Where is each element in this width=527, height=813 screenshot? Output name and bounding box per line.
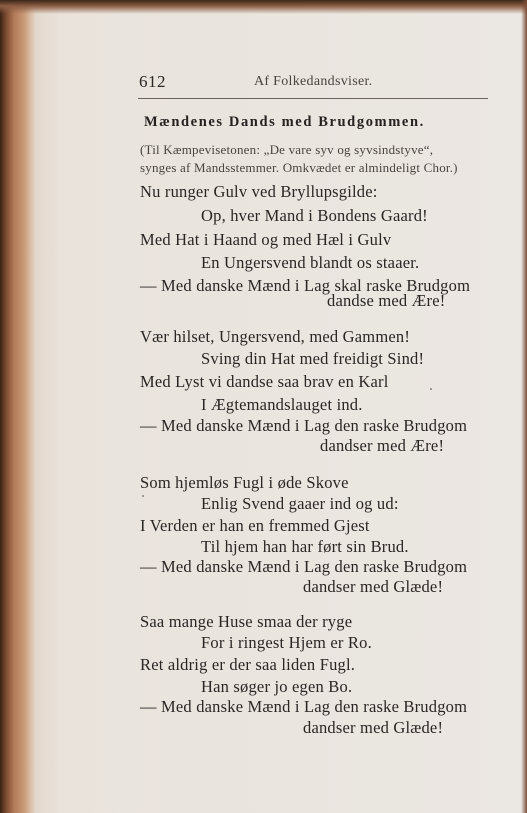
running-head: Af Folkedandsviser. <box>254 74 373 89</box>
page-header <box>136 72 488 94</box>
stanza-1-line-2: Op, hver Mand i Bondens Gaard! <box>201 206 428 225</box>
paper-speck <box>430 388 432 390</box>
stanza-1-line-4: En Ungersvend blandt os staaer. <box>201 253 420 272</box>
stanza-3-line-3: I Verden er han en fremmed Gjest <box>140 516 370 535</box>
page-number: 612 <box>139 72 166 91</box>
stanza-4-line-3: Ret aldrig er der saa liden Fugl. <box>140 655 356 674</box>
stanza-3-line-2: Enlig Svend gaaer ind og ud: <box>201 494 399 513</box>
stanza-1-line-3: Med Hat i Haand og med Hæl i Gulv <box>140 230 392 249</box>
stanza-1-refrain-end: dandse med Ære! <box>327 291 446 310</box>
stanza-2-line-1: Vær hilset, Ungersvend, med Gammen! <box>140 327 411 346</box>
stanza-3-line-1: Som hjemløs Fugl i øde Skove <box>140 473 349 492</box>
stanza-2-refrain-end: dandser med Ære! <box>320 436 445 455</box>
stanza-2-line-4: I Ægtemandslauget ind. <box>201 395 363 414</box>
stanza-4-refrain-end: dandser med Glæde! <box>303 718 444 737</box>
song-title: Mændenes Dands med Brudgommen. <box>144 114 425 130</box>
header-rule <box>138 98 488 99</box>
stanza-4-refrain: — Med danske Mænd i Lag den raske Brudgom <box>140 697 468 716</box>
paper-speck <box>142 495 144 497</box>
stanza-1-refrain: — Med danske Mænd i Lag skal raske Brudgom <box>140 276 471 295</box>
stanza-2-line-2: Sving din Hat med freidigt Sind! <box>201 349 425 368</box>
tune-note-line-2: synges af Mandsstemmer. Omkvædet er almindeligt Chor.) <box>140 160 458 175</box>
stanza-3-line-4: Til hjem han har ført sin Brud. <box>201 537 409 556</box>
stanza-2-line-3: Med Lyst vi dandse saa brav en Karl <box>140 372 389 391</box>
stanza-4-line-2: For i ringest Hjem er Ro. <box>201 633 372 652</box>
stanza-4-line-1: Saa mange Huse smaa der ryge <box>140 612 353 631</box>
tune-note-line-1: (Til Kæmpevisetonen: „De vare syv og syvsindstyve“, <box>140 142 434 157</box>
stanza-3-refrain: — Med danske Mænd i Lag den raske Brudgom <box>140 557 468 576</box>
stanza-3-refrain-end: dandser med Glæde! <box>303 577 444 596</box>
stanza-1-line-1: Nu runger Gulv ved Bryllupsgilde: <box>140 182 378 201</box>
stanza-4-line-4: Han søger jo egen Bo. <box>201 677 353 696</box>
stanza-2-refrain: — Med danske Mænd i Lag den raske Brudgom <box>140 416 468 435</box>
